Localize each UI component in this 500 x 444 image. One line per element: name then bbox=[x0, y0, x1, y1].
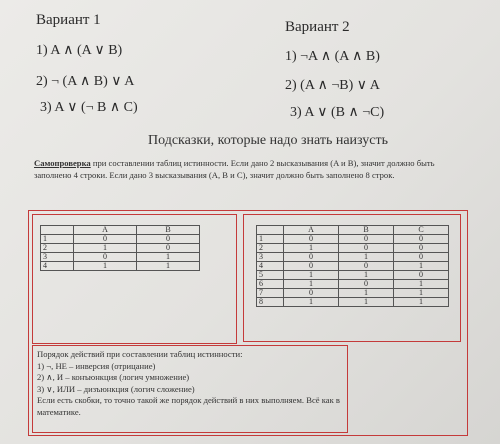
table-cell: 1 bbox=[74, 262, 137, 271]
table-row bbox=[41, 253, 200, 262]
table-cell: 0 bbox=[137, 235, 200, 244]
table-cell: 1 bbox=[284, 244, 339, 253]
table-cell: 0 bbox=[394, 235, 449, 244]
table-cell: 1 bbox=[339, 253, 394, 262]
selfcheck-text: при составлении таблиц истинности. Если дано 2 высказывания (A и B), значит должно быть заполнено 4 строки. Если дано 3 высказывания (A, B и C), значит должно быть заполнено 8 строк. bbox=[34, 158, 435, 180]
table-header-cell: A bbox=[284, 226, 339, 235]
table-cell: 0 bbox=[339, 244, 394, 253]
table-cell: 1 bbox=[394, 298, 449, 307]
table-cell: 0 bbox=[284, 253, 339, 262]
hints-heading: Подсказки, которые надо знать наизусть bbox=[148, 133, 388, 148]
table-cell: 3 bbox=[41, 253, 74, 262]
table-cell: 0 bbox=[284, 235, 339, 244]
table-cell: 1 bbox=[284, 280, 339, 289]
variant-2-expression-1: 1) ¬A ∧ (A ∧ B) bbox=[285, 49, 380, 64]
operation-order-note: Если есть скобки, то точно такой же порядок действий в них выполняем. Всё как в математике. bbox=[37, 395, 340, 417]
table-cell: 1 bbox=[339, 271, 394, 280]
operation-order-box bbox=[32, 345, 348, 433]
operation-order-title: Порядок действий при составлении таблиц истинности: bbox=[37, 349, 243, 359]
table-cell: 8 bbox=[257, 298, 284, 307]
table-cell: 0 bbox=[284, 262, 339, 271]
table-cell: 0 bbox=[394, 253, 449, 262]
table-header-cell: B bbox=[137, 226, 200, 235]
table-cell: 0 bbox=[284, 289, 339, 298]
table-row bbox=[41, 262, 200, 271]
variant-1-expression-2: 2) ¬ (A ∧ B) ∨ A bbox=[36, 74, 135, 89]
table-cell: 1 bbox=[284, 298, 339, 307]
table-cell: 2 bbox=[257, 244, 284, 253]
table-cell: 2 bbox=[41, 244, 74, 253]
selfcheck-paragraph bbox=[34, 157, 466, 181]
table-cell: 0 bbox=[74, 235, 137, 244]
variant-2-expression-3: 3) A ∨ (B ∧ ¬C) bbox=[290, 105, 385, 120]
table-cell: 1 bbox=[74, 244, 137, 253]
table-cell: 1 bbox=[339, 289, 394, 298]
table-cell: 4 bbox=[257, 262, 284, 271]
operation-order-item-negation: 1) ¬, НЕ – инверсия (отрицание) bbox=[37, 360, 156, 371]
truth-table-three-variables bbox=[256, 225, 449, 307]
table-header-cell: B bbox=[339, 226, 394, 235]
truth-table-two-variables bbox=[40, 225, 200, 271]
selfcheck-lead: Самопроверка bbox=[34, 158, 91, 168]
table-header-cell: A bbox=[74, 226, 137, 235]
table-cell: 1 bbox=[394, 262, 449, 271]
table-cell: 1 bbox=[394, 280, 449, 289]
table-cell: 6 bbox=[257, 280, 284, 289]
variant-1-expression-1: 1) A ∧ (A ∨ B) bbox=[36, 43, 123, 58]
table-cell: 1 bbox=[257, 235, 284, 244]
operation-order-item-conjunction: 2) ∧, И – конъюнкция (логич умножение) bbox=[37, 372, 190, 382]
table-cell: 0 bbox=[339, 235, 394, 244]
table-cell: 1 bbox=[284, 271, 339, 280]
table-cell: 1 bbox=[137, 253, 200, 262]
table-row bbox=[41, 235, 200, 244]
table-cell: 0 bbox=[394, 244, 449, 253]
table-cell: 0 bbox=[339, 262, 394, 271]
table-cell: 4 bbox=[41, 262, 74, 271]
table-cell: 1 bbox=[339, 298, 394, 307]
table-header-cell: C bbox=[394, 226, 449, 235]
operation-order-item-disjunction: 3) ∨, ИЛИ – дизъюнкция (логич сложение) bbox=[37, 383, 195, 394]
table-row bbox=[257, 298, 449, 307]
table-cell: 0 bbox=[339, 280, 394, 289]
table-row bbox=[41, 244, 200, 253]
table-header-row bbox=[41, 226, 200, 235]
table-cell: 1 bbox=[41, 235, 74, 244]
variant-2-title: Вариант 2 bbox=[285, 19, 350, 35]
table-cell: 0 bbox=[394, 271, 449, 280]
variant-1-title: Вариант 1 bbox=[36, 12, 101, 28]
table-cell: 3 bbox=[257, 253, 284, 262]
table-cell: 1 bbox=[394, 289, 449, 298]
table-cell: 7 bbox=[257, 289, 284, 298]
table-cell: 1 bbox=[137, 262, 200, 271]
table-cell: 0 bbox=[137, 244, 200, 253]
variant-1-expression-3: 3) A ∨ (¬ B ∧ C) bbox=[40, 100, 138, 115]
variant-2-expression-2: 2) (A ∧ ¬B) ∨ A bbox=[285, 78, 380, 93]
table-cell: 0 bbox=[74, 253, 137, 262]
table-cell: 5 bbox=[257, 271, 284, 280]
